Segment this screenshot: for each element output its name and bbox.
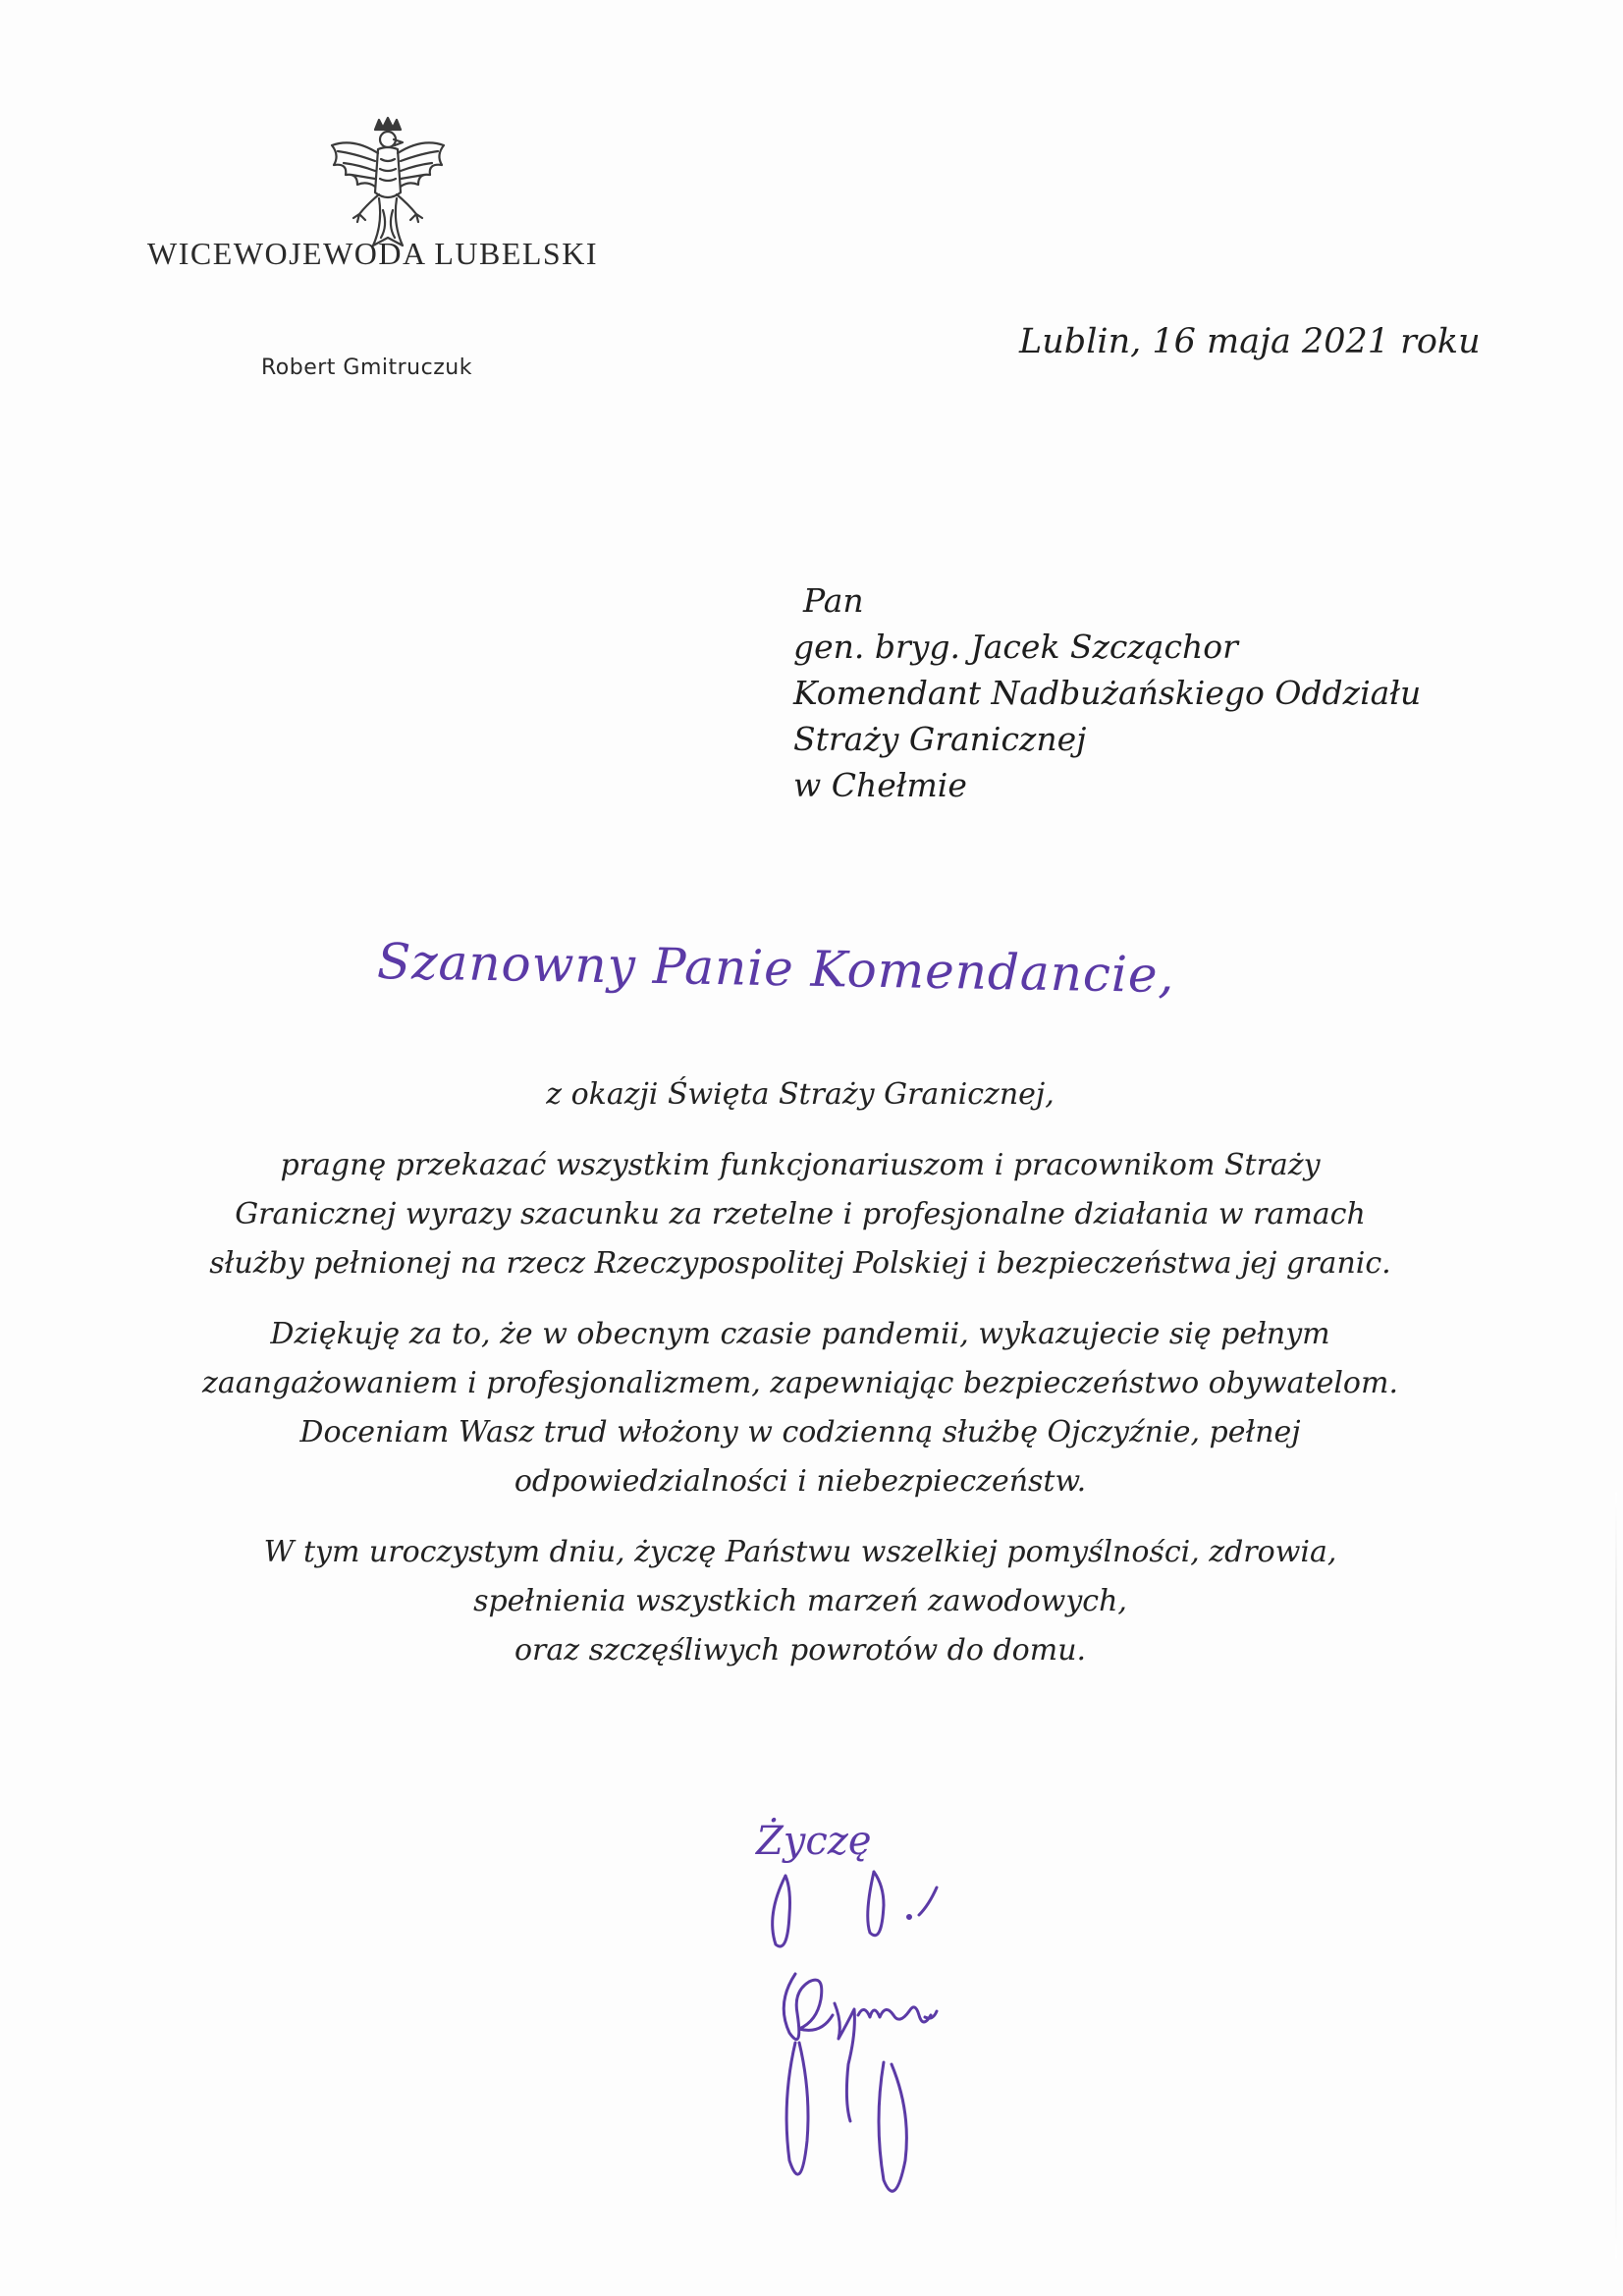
addressee-line: w Chełmie xyxy=(793,766,967,804)
addressee-block xyxy=(793,577,1421,808)
official-name: Robert Gmitruczuk xyxy=(261,355,472,380)
body-line: spełnienia wszystkich marzeń zawodowych, xyxy=(473,1584,1127,1618)
handwritten-signature xyxy=(727,1807,1051,2210)
addressee-line: Pan xyxy=(803,581,864,620)
body-line: oraz szczęśliwych powrotów do domu. xyxy=(514,1633,1087,1667)
paragraph xyxy=(147,1310,1453,1506)
body-line: odpowiedzialności i niebezpieczeństw. xyxy=(514,1464,1087,1499)
polish-eagle-icon xyxy=(324,116,452,253)
addressee-line: Straży Granicznej xyxy=(793,720,1087,758)
body-line: Doceniam Wasz trud włożony w codzienną służbę Ojczyźnie, pełnej xyxy=(299,1415,1301,1449)
body-line: W tym uroczystym dniu, życzę Państwu wszelkiej pomyślności, zdrowia, xyxy=(263,1535,1337,1569)
addressee-line: gen. bryg. Jacek Szcząchor xyxy=(793,628,1238,666)
paragraph xyxy=(147,1070,1453,1120)
body-line: Granicznej wyrazy szacunku za rzetelne i profesjonalne działania w ramach xyxy=(235,1197,1366,1231)
paragraph xyxy=(147,1528,1453,1675)
addressee-line: Komendant Nadbużańskiego Oddziału xyxy=(793,674,1422,712)
date-line: Lublin, 16 maja 2021 roku xyxy=(1019,322,1481,361)
scan-edge xyxy=(1615,1493,1617,2259)
office-title: WICEWOJEWODA LUBELSKI xyxy=(147,236,598,271)
body-line: z okazji Święta Straży Granicznej, xyxy=(546,1077,1055,1112)
paragraph xyxy=(147,1141,1453,1288)
body-line: zaangażowaniem i profesjonalizmem, zapewniając bezpieczeństwo obywatelom. xyxy=(202,1366,1398,1400)
handwritten-closing: Życzę xyxy=(756,1819,872,1864)
letter-body xyxy=(147,1070,1453,1697)
body-line: pragnę przekazać wszystkim funkcjonariuszom i pracownikom Straży xyxy=(280,1148,1321,1182)
handwritten-greeting: Szanowny Panie Komendancie, xyxy=(376,933,1175,1005)
body-line: służby pełnionej na rzecz Rzeczypospolitej Polskiej i bezpieczeństwa jej granic. xyxy=(209,1246,1391,1281)
body-line: Dziękuję za to, że w obecnym czasie pandemii, wykazujecie się pełnym xyxy=(270,1317,1330,1351)
